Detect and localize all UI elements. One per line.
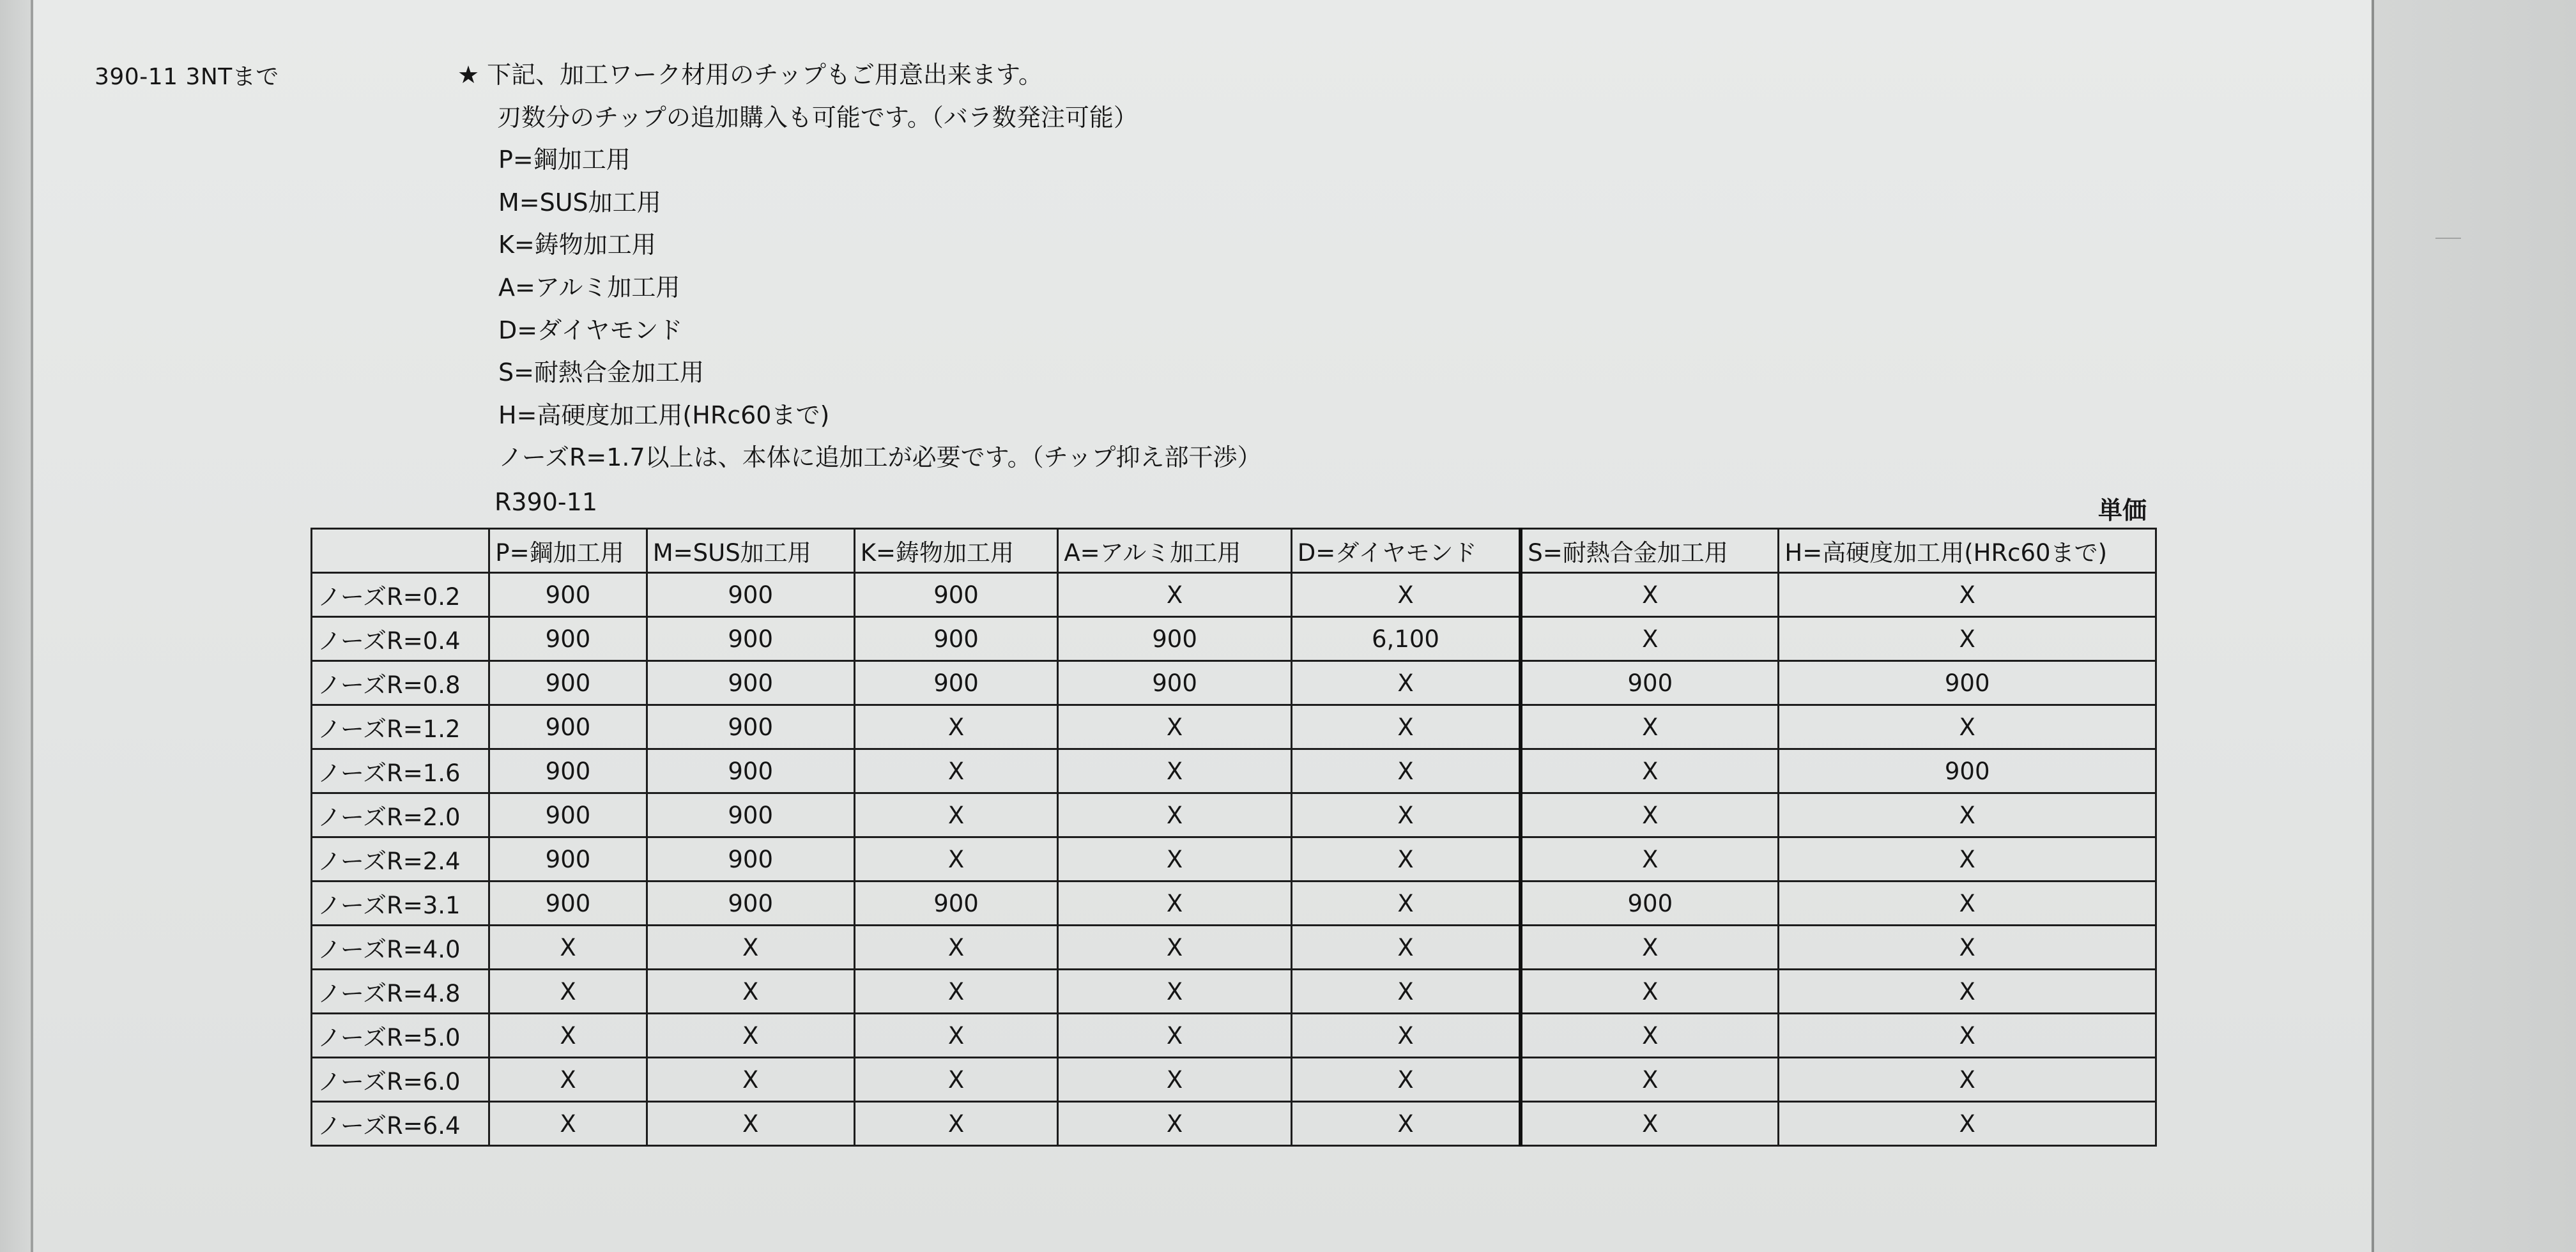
note-line: P=鋼加工用 [498, 146, 631, 174]
header-cell: K=鋳物加工用 [854, 529, 1058, 573]
note-line: K=鋳物加工用 [498, 231, 656, 259]
price-cell: X [1291, 705, 1521, 749]
price-cell: 900 [489, 749, 647, 793]
table-row [312, 1058, 2156, 1102]
price-cell: X [1779, 1102, 2156, 1146]
price-cell: X [1521, 749, 1779, 793]
price-cell: X [647, 1102, 854, 1146]
price-cell: 900 [489, 705, 647, 749]
price-cell: X [854, 1102, 1058, 1146]
table-body [312, 573, 2156, 1146]
note-line: D=ダイヤモンド [498, 316, 683, 344]
note-line: M=SUS加工用 [498, 188, 661, 217]
price-cell: X [1779, 1014, 2156, 1058]
table-row [312, 837, 2156, 882]
price-cell: X [854, 970, 1058, 1014]
price-cell: X [1058, 970, 1291, 1014]
price-cell: X [1058, 749, 1291, 793]
row-label: ノーズR=5.0 [312, 1014, 489, 1058]
price-cell: X [854, 837, 1058, 882]
price-cell: X [1291, 837, 1521, 882]
price-cell: X [1291, 793, 1521, 837]
row-label: ノーズR=6.4 [312, 1102, 489, 1146]
price-cell: X [1058, 1014, 1291, 1058]
header-corner [312, 529, 489, 573]
price-cell: X [1058, 926, 1291, 970]
price-cell: 900 [647, 661, 854, 705]
price-cell: 900 [647, 617, 854, 661]
row-label: ノーズR=4.8 [312, 970, 489, 1014]
row-label: ノーズR=2.4 [312, 837, 489, 882]
price-cell: X [854, 926, 1058, 970]
price-cell: X [489, 926, 647, 970]
row-label: ノーズR=1.6 [312, 749, 489, 793]
header-cell: H=高硬度加工用(HRc60まで) [1779, 529, 2156, 573]
price-cell: X [854, 705, 1058, 749]
price-cell: X [489, 1102, 647, 1146]
table-name: R390-11 [494, 488, 597, 516]
price-cell: X [854, 793, 1058, 837]
price-cell: 900 [489, 882, 647, 926]
price-cell: X [1521, 1014, 1779, 1058]
price-cell: X [1521, 970, 1779, 1014]
price-cell: 900 [647, 573, 854, 617]
price-cell: X [1521, 1058, 1779, 1102]
note-line: A=アルミ加工用 [498, 273, 680, 302]
price-cell: X [1291, 573, 1521, 617]
header-cell: D=ダイヤモンド [1291, 529, 1521, 573]
row-label: ノーズR=2.0 [312, 793, 489, 837]
table-header-row [312, 529, 2156, 573]
row-label: ノーズR=1.2 [312, 705, 489, 749]
price-cell: X [1521, 573, 1779, 617]
price-table [310, 528, 2157, 1147]
price-cell: 900 [1058, 661, 1291, 705]
price-cell: 6,100 [1291, 617, 1521, 661]
table-row [312, 1102, 2156, 1146]
note-line-star: ★ 下記、加工ワーク材用のチップもご用意出来ます。 [457, 61, 1043, 89]
price-cell: X [1521, 1102, 1779, 1146]
price-cell: X [1779, 1058, 2156, 1102]
price-cell: X [854, 1058, 1058, 1102]
header-cell: P=鋼加工用 [489, 529, 647, 573]
price-cell: X [489, 1058, 647, 1102]
note-line: ノーズR=1.7以上は、本体に追加工が必要です。（チップ抑え部干渉） [498, 443, 1262, 472]
price-cell: X [854, 1014, 1058, 1058]
price-cell: X [1291, 661, 1521, 705]
row-label: ノーズR=0.8 [312, 661, 489, 705]
price-cell: 900 [647, 749, 854, 793]
table-row [312, 926, 2156, 970]
price-cell: X [1291, 1058, 1521, 1102]
price-cell: 900 [647, 793, 854, 837]
price-cell: 900 [1779, 749, 2156, 793]
price-cell: 900 [647, 882, 854, 926]
table-row [312, 1014, 2156, 1058]
unit-label: 単価 [2098, 496, 2147, 524]
price-cell: X [1779, 617, 2156, 661]
table-row [312, 793, 2156, 837]
row-label: ノーズR=4.0 [312, 926, 489, 970]
price-cell: X [1521, 793, 1779, 837]
price-cell: X [1058, 882, 1291, 926]
note-line: H=高硬度加工用(HRc60まで) [498, 401, 830, 429]
row-label: ノーズR=3.1 [312, 882, 489, 926]
price-cell: X [1521, 926, 1779, 970]
price-cell: 900 [1779, 661, 2156, 705]
price-cell: X [1058, 837, 1291, 882]
price-cell: X [1058, 705, 1291, 749]
note-line: S=耐熱合金加工用 [498, 358, 704, 387]
row-label: ノーズR=0.4 [312, 617, 489, 661]
price-cell: X [1291, 970, 1521, 1014]
price-cell: 900 [854, 617, 1058, 661]
row-label: ノーズR=0.2 [312, 573, 489, 617]
price-cell: X [1779, 573, 2156, 617]
screen-margin-right [2374, 0, 2576, 1252]
price-cell: 900 [647, 705, 854, 749]
price-cell: X [1779, 882, 2156, 926]
price-cell: X [647, 970, 854, 1014]
price-cell: X [1521, 617, 1779, 661]
document-page [31, 0, 2374, 1252]
table-row [312, 749, 2156, 793]
price-cell: 900 [489, 793, 647, 837]
price-cell: 900 [489, 837, 647, 882]
price-cell: X [1291, 1014, 1521, 1058]
price-cell: X [647, 1014, 854, 1058]
row-label: ノーズR=6.0 [312, 1058, 489, 1102]
price-cell: X [489, 1014, 647, 1058]
header-cell: S=耐熱合金加工用 [1521, 529, 1779, 573]
table-row [312, 661, 2156, 705]
table-row [312, 573, 2156, 617]
price-cell: 900 [854, 661, 1058, 705]
price-cell: 900 [489, 617, 647, 661]
price-cell: X [1779, 837, 2156, 882]
price-cell: X [1058, 793, 1291, 837]
smudge-mark [2435, 238, 2461, 247]
price-cell: 900 [854, 882, 1058, 926]
price-cell: X [1058, 1058, 1291, 1102]
price-cell: X [1291, 926, 1521, 970]
price-cell: 900 [854, 573, 1058, 617]
price-cell: X [1291, 1102, 1521, 1146]
price-cell: X [1521, 837, 1779, 882]
header-cell: A=アルミ加工用 [1058, 529, 1291, 573]
price-cell: X [1058, 573, 1291, 617]
table-row [312, 705, 2156, 749]
price-cell: X [489, 970, 647, 1014]
price-cell: X [854, 749, 1058, 793]
price-cell: X [1779, 705, 2156, 749]
price-cell: 900 [489, 661, 647, 705]
price-cell: 900 [647, 837, 854, 882]
price-cell: 900 [489, 573, 647, 617]
price-cell: X [1779, 793, 2156, 837]
price-cell: 900 [1521, 661, 1779, 705]
price-cell: X [647, 926, 854, 970]
table-row [312, 617, 2156, 661]
notes-block [457, 54, 1261, 479]
price-cell: X [1779, 970, 2156, 1014]
table-row [312, 882, 2156, 926]
price-cell: X [1291, 749, 1521, 793]
price-cell: X [1291, 882, 1521, 926]
table-row [312, 970, 2156, 1014]
price-cell: X [1779, 926, 2156, 970]
price-cell: 900 [1058, 617, 1291, 661]
price-cell: X [1521, 705, 1779, 749]
price-cell: X [1058, 1102, 1291, 1146]
note-line: 刃数分のチップの追加購入も可能です。（バラ数発注可能） [497, 103, 1138, 132]
header-cell: M=SUS加工用 [647, 529, 854, 573]
model-code: 390-11 3NTまで [95, 64, 279, 90]
price-cell: X [647, 1058, 854, 1102]
price-cell: 900 [1521, 882, 1779, 926]
